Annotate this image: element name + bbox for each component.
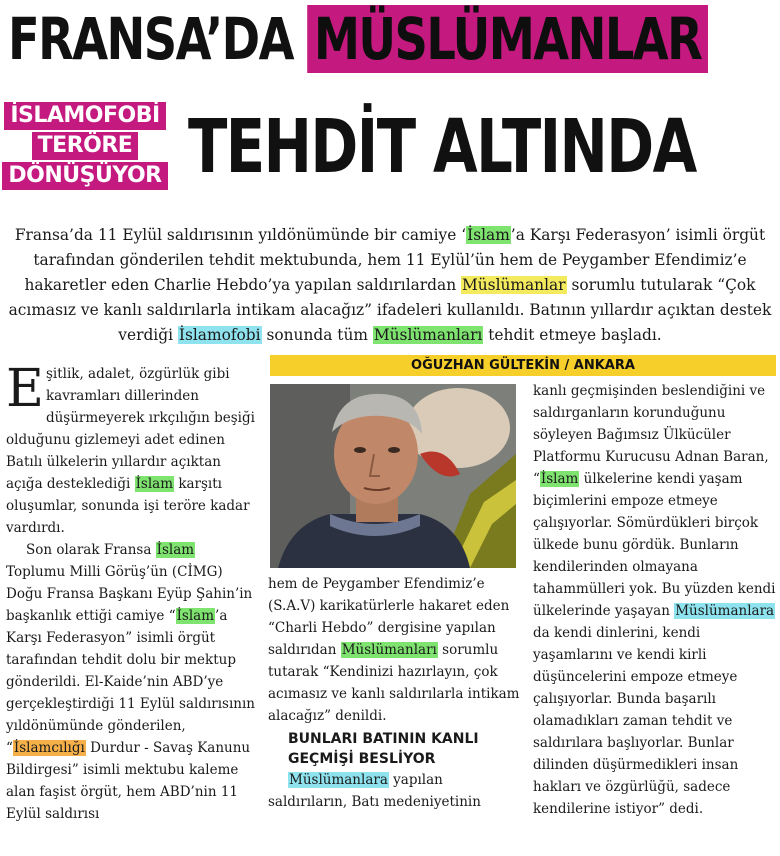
subheading: BUNLARI BATININ KANLI GEÇMİŞİ BESLİYOR [288, 731, 479, 767]
headline-fransada: FRANSA’DA [8, 5, 293, 73]
body-text: ülkelerine kendi yaşam biçimlerini empoze etmeye çalışıyorlar. Sömürdükleri birçok ülkede bunu gördük. Bunların kendilerinden olmayana tahammülleri yok. Bu yüzden kendi ülkelerinde yaşayan [533, 471, 776, 619]
paragraph [6, 359, 258, 539]
lead-paragraph [8, 223, 772, 348]
lead-text: ’a Karşı Federasyon’ isimli örgüt tarafından gönderilen tehdit mektubunda, hem 11 Eylül’ün hem de Peygamber Efendimiz’e hakaretler eden Charlie Hebdo’ya yapılan saldırılardan [24, 226, 766, 294]
headline-line2: TEHDİT ALTINDA [188, 104, 696, 190]
badge-line: TERÖRE [32, 132, 139, 160]
highlight-islam: İslam [467, 226, 510, 244]
portrait-photo [270, 384, 516, 568]
highlight-islam: İslam [176, 608, 215, 624]
badge-line: DÖNÜŞÜYOR [2, 162, 167, 190]
highlight-islamciligi: İslamcılığı [13, 740, 85, 756]
paragraph [533, 380, 777, 820]
lead-text: Fransa’da 11 Eylül saldırısının yıldönümünde bir camiye ‘ [14, 226, 467, 244]
highlight-islam: İslam [135, 476, 174, 492]
byline: OĞUZHAN GÜLTEKİN / ANKARA [270, 355, 776, 376]
drop-cap: E [6, 359, 44, 419]
body-text: Toplumu Milli Görüş’ün (CİMG) Doğu Fransa Başkanı Eyüp Şahin’in başkanlık ettiği camiye “ [6, 564, 253, 624]
body-text: da kendi dinlerini, kendi yaşamlarını ve kendi kirli düşüncelerini empoze etmeye çalışıyorlar. Bunda başarılı olamadıkları zaman tehdit ve saldırılara başlıyorlar. Bunlar dilinden düşürmedikleri insan hakları ve özgürlüğü, sadece kendilerine istiyor” dedi. [533, 625, 739, 817]
article-column-2 [268, 573, 526, 813]
article-column-3 [533, 380, 777, 820]
paragraph [268, 573, 526, 727]
highlight-muslumanlara: Müslümanlara [675, 603, 775, 619]
paragraph [6, 539, 258, 825]
body-text: hem de Peygamber Efendimiz’e (S.A.V) karikatürlerle hakaret eden “Charli Hebdo” dergisine yapılan saldırıdan [268, 576, 510, 658]
portrait-illustration [270, 384, 516, 568]
highlight-muslumanlari: Müslümanları [341, 642, 437, 658]
body-text: yapılan saldırıların, Batı medeniyetinin [268, 772, 481, 810]
highlight-islam: İslam [156, 542, 195, 558]
highlight-muslumanlari: Müslümanları [373, 326, 483, 344]
highlight-muslumanlara: Müslümanlara [289, 772, 388, 788]
highlight-islamofobi: İslamofobi [178, 326, 261, 344]
headline-muslumanlar: MÜSLÜMANLAR [307, 5, 707, 73]
lead-text: tehdit etmeye başladı. [483, 326, 662, 344]
lead-text: sorumlu tutularak “Çok acımasız ve kanlı saldırılarla intikam alacağız” ifadeleri kullanıldı. Batının yıllardır açıktan destek verdiği [8, 276, 772, 344]
paragraph [268, 769, 526, 813]
body-text: Durdur - Savaş Kanunu Bildirgesi” isimli mektubu kaleme alan faşist örgüt, hem ABD’nin 11 Eylül saldırısı [6, 740, 251, 822]
article-column-1 [6, 359, 258, 825]
body-text: şitlik, adalet, özgürlük gibi kavramları dillerinden düşürmeyerek ırkçılığın beşiği olduğunu gizlemeyi adet edinen Batılı ülkelerin yıllardır açıktan açığa desteklediği [6, 366, 255, 492]
body-text: ’a Karşı Federasyon” isimli örgüt tarafından tehdit dolu bir mektup gönderildi. El-Kaide’nin ABD’ye gerçekleştirdiği 11 Eylül saldırısının yıldönümünde gönderilen, “ [6, 608, 256, 756]
body-text: Son olarak Fransa [26, 542, 156, 558]
body-text: kanlı geçmişinden beslendiğini ve saldırganların korunduğunu söyleyen Bağımsız Ülkücüler Platformu Kurucusu Adnan Baran, “ [533, 383, 769, 487]
badge-line: İSLAMOFOBİ [4, 102, 165, 130]
highlight-muslumanlar: Müslümanlar [462, 276, 566, 294]
lead-text: sonunda tüm [261, 326, 373, 344]
headline-line1 [8, 6, 708, 72]
body-text: karşıtı oluşumlar, sonunda işi teröre kadar vardırdı. [6, 476, 250, 536]
highlight-islam: İslam [540, 471, 579, 487]
body-text: sorumlu tutarak “Kendinizi hazırlayın, çok acımasız ve kanlı saldırılarla intikam alacağız” denildi. [268, 642, 520, 724]
headline-badge [10, 102, 160, 190]
